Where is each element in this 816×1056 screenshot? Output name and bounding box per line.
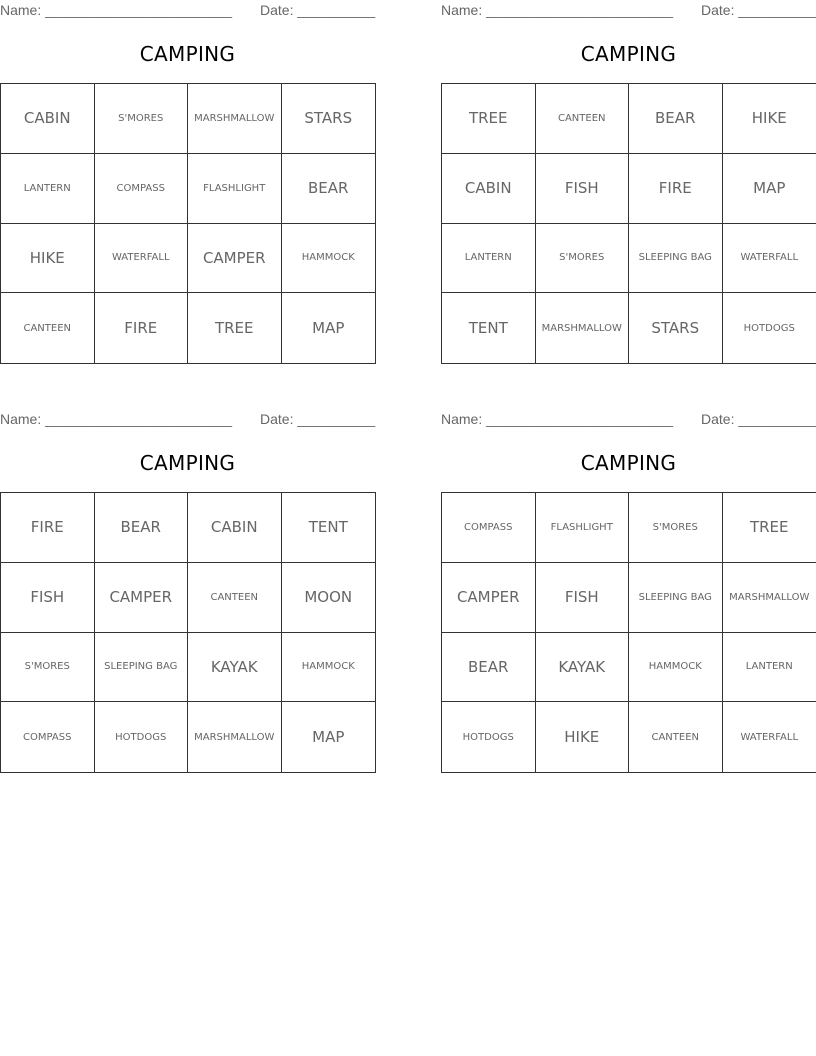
bingo-card-1 <box>0 0 375 364</box>
date-field[interactable]: Date: __________ <box>260 2 376 18</box>
bingo-card-4 <box>441 409 816 773</box>
bingo-cell[interactable]: MAP <box>312 728 345 747</box>
bingo-grid <box>441 83 816 364</box>
bingo-cell[interactable]: HAMMOCK <box>282 633 376 703</box>
bingo-cell[interactable]: S'MORES <box>629 493 723 563</box>
bingo-card-3 <box>0 409 375 773</box>
bingo-cell[interactable]: FLASHLIGHT <box>188 154 282 224</box>
bingo-grid <box>0 83 376 364</box>
name-field[interactable]: Name: ________________________ <box>0 411 232 427</box>
bingo-cell[interactable]: CABIN <box>442 154 536 224</box>
card-title: CAMPING <box>580 42 677 66</box>
date-field[interactable]: Date: __________ <box>260 411 376 427</box>
bingo-cell[interactable]: HIKE <box>536 702 630 772</box>
bingo-cell[interactable]: S'MORES <box>536 224 630 294</box>
bingo-cell[interactable]: MARSHMALLOW <box>536 293 630 363</box>
bingo-cell[interactable]: HIKE <box>723 84 816 154</box>
bingo-cell[interactable]: FIRE <box>1 493 95 563</box>
bingo-cell[interactable]: CABIN <box>188 493 282 563</box>
bingo-cell[interactable]: FLASHLIGHT <box>536 493 630 563</box>
bingo-cell[interactable]: BEAR <box>282 154 376 224</box>
header-line <box>0 411 375 429</box>
bingo-cell[interactable]: TREE <box>188 293 282 363</box>
bingo-cell[interactable]: HOTDOGS <box>442 702 536 772</box>
bingo-cell[interactable]: KAYAK <box>536 633 630 703</box>
bingo-cell[interactable]: COMPASS <box>95 154 189 224</box>
bingo-grid <box>441 492 816 773</box>
bingo-cell[interactable]: KAYAK <box>188 633 282 703</box>
bingo-cell[interactable]: CAMPER <box>188 224 282 294</box>
bingo-cell[interactable]: MARSHMALLOW <box>188 702 282 772</box>
bingo-cell[interactable]: HAMMOCK <box>629 633 723 703</box>
bingo-cell[interactable]: MOON <box>282 563 376 633</box>
bingo-cell[interactable]: HIKE <box>1 224 95 294</box>
bingo-cell[interactable]: CANTEEN <box>1 293 95 363</box>
bingo-cell[interactable]: TREE <box>442 84 536 154</box>
bingo-cell[interactable]: CANTEEN <box>188 563 282 633</box>
bingo-cell[interactable]: HAMMOCK <box>282 224 376 294</box>
bingo-cell[interactable]: STARS <box>282 84 376 154</box>
bingo-cell[interactable]: BEAR <box>629 84 723 154</box>
card-title: CAMPING <box>139 42 236 66</box>
bingo-cell[interactable]: CABIN <box>1 84 95 154</box>
bingo-cell[interactable]: WATERFALL <box>723 224 816 294</box>
name-field[interactable]: Name: ________________________ <box>0 2 232 18</box>
bingo-cell[interactable]: BEAR <box>95 493 189 563</box>
card-title: CAMPING <box>580 451 677 475</box>
header-line <box>441 2 816 20</box>
bingo-cell[interactable]: FISH <box>536 563 630 633</box>
header-line <box>0 2 375 20</box>
date-field[interactable]: Date: __________ <box>701 2 816 18</box>
bingo-cell[interactable]: TENT <box>442 293 536 363</box>
bingo-cell[interactable]: TREE <box>723 493 816 563</box>
bingo-cell[interactable]: FISH <box>536 154 630 224</box>
bingo-cell[interactable]: SLEEPING BAG <box>629 563 723 633</box>
card-title: CAMPING <box>139 451 236 475</box>
bingo-cell[interactable]: CANTEEN <box>536 84 630 154</box>
bingo-cell[interactable]: MAP <box>723 154 816 224</box>
name-field[interactable]: Name: ________________________ <box>441 2 673 18</box>
bingo-cell[interactable]: MARSHMALLOW <box>723 563 816 633</box>
bingo-cell[interactable]: TENT <box>282 493 376 563</box>
bingo-cell[interactable]: FISH <box>1 563 95 633</box>
bingo-cell[interactable]: MAP <box>312 319 345 338</box>
bingo-cell[interactable]: S'MORES <box>95 84 189 154</box>
bingo-cell[interactable]: STARS <box>629 293 723 363</box>
bingo-cell[interactable]: COMPASS <box>1 702 95 772</box>
bingo-cell[interactable]: HOTDOGS <box>95 702 189 772</box>
bingo-cell[interactable]: CAMPER <box>95 563 189 633</box>
bingo-cell[interactable]: S'MORES <box>1 633 95 703</box>
bingo-cell[interactable]: COMPASS <box>442 493 536 563</box>
bingo-cell[interactable]: SLEEPING BAG <box>629 224 723 294</box>
bingo-cell[interactable]: LANTERN <box>1 154 95 224</box>
bingo-cell[interactable]: HOTDOGS <box>743 322 795 334</box>
bingo-cell[interactable]: FIRE <box>629 154 723 224</box>
name-field[interactable]: Name: ________________________ <box>441 411 673 427</box>
bingo-cell[interactable]: FIRE <box>95 293 189 363</box>
bingo-cell[interactable]: WATERFALL <box>95 224 189 294</box>
bingo-card-2 <box>441 0 816 364</box>
bingo-cell[interactable]: CAMPER <box>442 563 536 633</box>
date-field[interactable]: Date: __________ <box>701 411 816 427</box>
bingo-grid <box>0 492 376 773</box>
bingo-cell[interactable]: BEAR <box>442 633 536 703</box>
bingo-cell[interactable]: LANTERN <box>442 224 536 294</box>
bingo-cell[interactable]: SLEEPING BAG <box>95 633 189 703</box>
bingo-cell[interactable]: LANTERN <box>723 633 816 703</box>
header-line <box>441 411 816 429</box>
bingo-cell[interactable]: CANTEEN <box>629 702 723 772</box>
bingo-cell[interactable]: MARSHMALLOW <box>188 84 282 154</box>
bingo-cell[interactable]: WATERFALL <box>740 731 799 743</box>
